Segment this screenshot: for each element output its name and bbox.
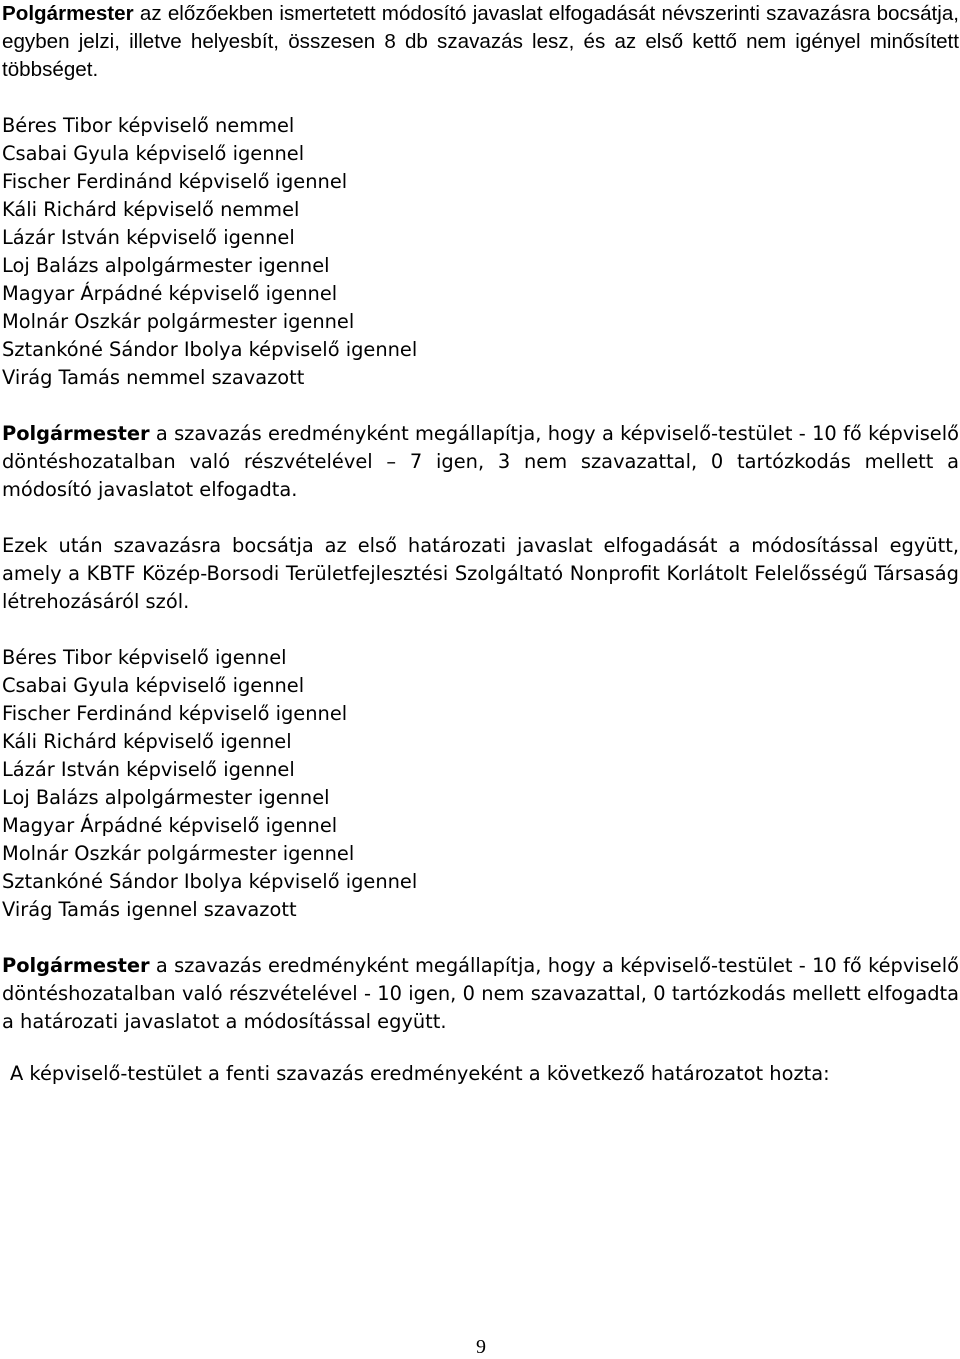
result-text: a szavazás eredményként megállapítja, hogy a képviselő-testület - 10 fő képviselő döntéshozatalban való részvételével - 10 igen, 0 nem szavazattal, 0 tartózkodás mellett elfogadta a határozati javaslatot a módosítással együtt. xyxy=(2,954,959,1033)
vote-entry: Virág Tamás igennel szavazott xyxy=(2,898,297,921)
vote-entry: Csabai Gyula képviselő igennel xyxy=(2,674,305,697)
vote-entry: Loj Balázs alpolgármester igennel xyxy=(2,786,330,809)
intro-text: az előzőekben ismertetett módosító javaslat elfogadását névszerinti szavazásra bocsátja, egyben jelzi, illetve helyesbít, összesen 8 db szavazás lesz, és az első kettő nem igényel minősített többséget. xyxy=(2,2,959,81)
intro-paragraph xyxy=(2,0,959,84)
conclusion-paragraph: A képviselő-testület a fenti szavazás eredményeként a következő határozatot hozta: xyxy=(10,1062,830,1085)
vote-entry: Molnár Oszkár polgármester igennel xyxy=(2,842,355,865)
speaker-name: Polgármester xyxy=(2,954,150,977)
first-result-paragraph xyxy=(2,420,959,504)
next-vote-paragraph: Ezek után szavazásra bocsátja az első határozati javaslat elfogadását a módosítással együtt, amely a KBTF Közép-Borsodi Területfejlesztési Szolgáltató Nonprofit Korlátolt Felelősségű Társaság létrehozásáról szól. xyxy=(2,534,959,613)
second-result-paragraph xyxy=(2,952,959,1036)
vote-entry: Fischer Ferdinánd képviselő igennel xyxy=(2,702,348,725)
vote-entry: Magyar Árpádné képviselő igennel xyxy=(2,814,338,837)
vote-entry: Loj Balázs alpolgármester igennel xyxy=(2,254,330,277)
vote-entry: Káli Richárd képviselő igennel xyxy=(2,730,292,753)
vote-entry: Béres Tibor képviselő nemmel xyxy=(2,114,295,137)
first-vote-list xyxy=(2,112,959,392)
vote-entry: Virág Tamás nemmel szavazott xyxy=(2,366,305,389)
vote-entry: Fischer Ferdinánd képviselő igennel xyxy=(2,170,348,193)
vote-entry: Sztankóné Sándor Ibolya képviselő igennel xyxy=(2,338,418,361)
second-vote-list xyxy=(2,644,959,924)
vote-entry: Sztankóné Sándor Ibolya képviselő igennel xyxy=(2,870,418,893)
vote-entry: Káli Richárd képviselő nemmel xyxy=(2,198,300,221)
vote-entry: Molnár Oszkár polgármester igennel xyxy=(2,310,355,333)
vote-entry: Béres Tibor képviselő igennel xyxy=(2,646,287,669)
vote-entry: Lázár István képviselő igennel xyxy=(2,758,295,781)
vote-entry: Magyar Árpádné képviselő igennel xyxy=(2,282,338,305)
result-text: a szavazás eredményként megállapítja, hogy a képviselő-testület - 10 fő képviselő döntéshozatalban való részvételével – 7 igen, 3 nem szavazattal, 0 tartózkodás mellett a módosító javaslatot elfogadta. xyxy=(2,422,959,501)
speaker-name: Polgármester xyxy=(2,422,150,445)
vote-entry: Csabai Gyula képviselő igennel xyxy=(2,142,305,165)
document-page xyxy=(2,0,959,1088)
speaker-name: Polgármester xyxy=(2,2,134,25)
page-number: 9 xyxy=(476,1336,486,1358)
vote-entry: Lázár István képviselő igennel xyxy=(2,226,295,249)
